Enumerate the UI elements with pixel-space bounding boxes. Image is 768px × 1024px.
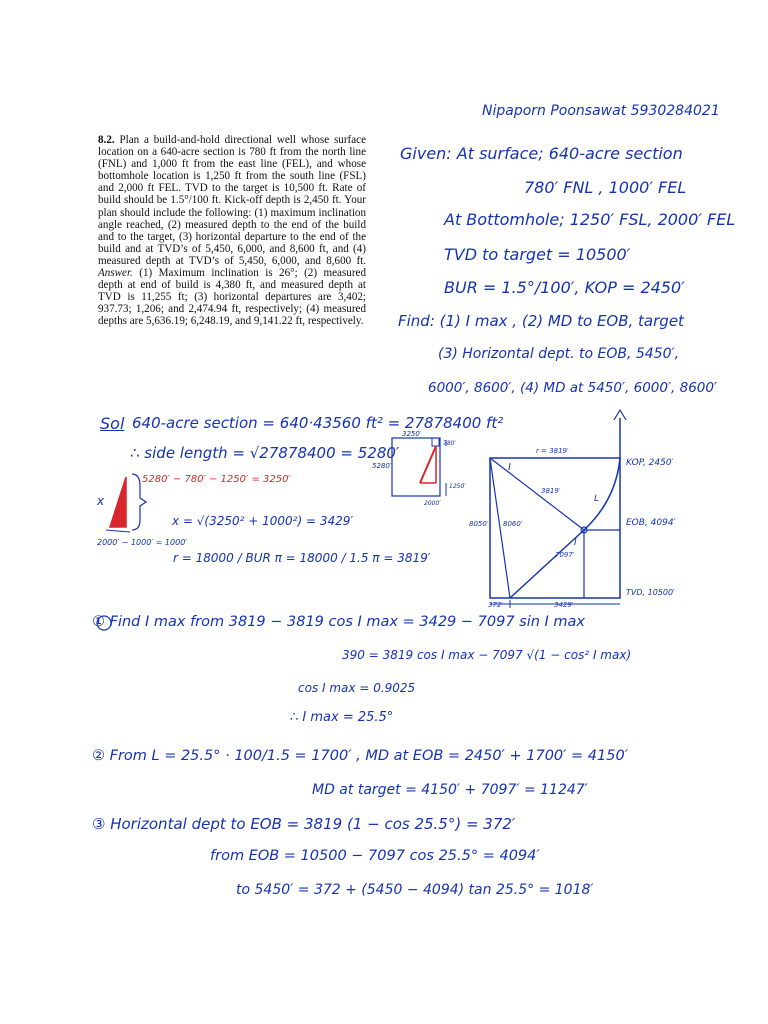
sq-bottom-label: 2000′ bbox=[424, 500, 441, 507]
given-line-3: At Bottomhole; 1250′ FSL, 2000′ FEL bbox=[444, 210, 736, 229]
answer-label: Answer. bbox=[98, 267, 133, 280]
hold-length-label: 7097′ bbox=[555, 551, 575, 559]
find-line-3: 6000′, 8600′, (4) MD at 5450′, 6000′, 8600′ bbox=[428, 380, 718, 396]
chord-line bbox=[490, 458, 510, 598]
step1-line-3: cos I max = 0.9025 bbox=[298, 681, 416, 695]
x-label: x bbox=[97, 494, 105, 508]
sq-right-label: 1250′ bbox=[449, 483, 466, 490]
triangle-base-mark bbox=[106, 530, 130, 532]
r-calc: r = 18000 / BUR π = 18000 / 1.5 π = 3819′ bbox=[173, 551, 431, 565]
step1-line-2: 390 = 3819 cos I max − 7097 √(1 − cos² I max) bbox=[342, 648, 632, 662]
depth-8060-label: 8060′ bbox=[503, 520, 523, 528]
profile-frame bbox=[490, 458, 620, 598]
given-line-4: TVD to target = 10500′ bbox=[444, 245, 631, 264]
hold-line bbox=[510, 530, 584, 598]
depth-8050-label: 8050′ bbox=[469, 520, 489, 528]
step1-line-1: ① Find I max from 3819 − 3819 cos I max = 3429 − 7097 sin I max bbox=[92, 614, 586, 630]
author-name: Nipaporn Poonsawat 5930284021 bbox=[482, 103, 720, 119]
side-length-line: ∴ side length = √27878400 = 5280′ bbox=[130, 444, 400, 462]
given-line-1: Given: At surface; 640-acre section bbox=[400, 144, 683, 163]
h-372-label: 372′ bbox=[488, 601, 503, 609]
tvd-label: TVD, 10500′ bbox=[626, 588, 675, 597]
brace-mark bbox=[132, 474, 146, 530]
x-calc: x = √(3250² + 1000²) = 3429′ bbox=[172, 514, 354, 528]
sq-topright-label: 780′ bbox=[443, 440, 456, 447]
surface-marker bbox=[432, 438, 439, 446]
answer-text: (1) Maximum inclination is 26°; (2) measured depth at end of build is 4,380 ft, and measured depth at TVD is 11,255 ft; (3) horizontal departures are 3,402; 937.73; 1,206; and 2,474.94 ft, respectively; (4) measured depths are 5,636.19; 6,248.19, and 9,141.22 ft, respectively. bbox=[98, 267, 366, 328]
arc-label: L bbox=[594, 494, 600, 504]
step3-line-3: to 5450′ = 372 + (5450 − 4094) tan 25.5° = 1018′ bbox=[236, 882, 594, 898]
step2-line-1: ② From L = 25.5° · 100/1.5 = 1700′ , MD at EOB = 2450′ + 1700′ = 4150′ bbox=[92, 748, 629, 764]
find-line-1: Find: (1) I max , (2) MD to EOB, target bbox=[398, 312, 684, 330]
step1-line-4: ∴ I max = 25.5° bbox=[290, 710, 394, 725]
step3-line-2: from EOB = 10500 − 7097 cos 25.5° = 4094′ bbox=[210, 848, 540, 864]
section-square bbox=[392, 438, 440, 496]
problem-number: 8.2. bbox=[98, 134, 115, 146]
sol-label: Sol bbox=[100, 414, 125, 433]
red-triangle bbox=[110, 477, 126, 527]
kop-label: KOP, 2450′ bbox=[626, 458, 674, 468]
eob-label: EOB, 4094′ bbox=[626, 518, 676, 528]
red-diagonal bbox=[420, 446, 436, 483]
given-line-5: BUR = 1.5°/100′, KOP = 2450′ bbox=[444, 278, 685, 297]
r-label: r = 3819′ bbox=[536, 447, 569, 455]
sq-top-label: 3250′ bbox=[402, 430, 422, 438]
given-line-2: 780′ FNL , 1000′ FEL bbox=[524, 178, 687, 197]
h-3429-label: 3429′ bbox=[554, 601, 574, 609]
inclination-label-2: I bbox=[574, 538, 577, 548]
build-arc bbox=[584, 458, 620, 530]
radius-length-label: 3819′ bbox=[541, 487, 561, 495]
find-line-2: (3) Horizontal dept. to EOB, 5450′, bbox=[438, 346, 680, 362]
area-line: 640-acre section = 640·43560 ft² = 27878400 ft² bbox=[132, 414, 504, 432]
step3-line-1: ③ Horizontal dept to EOB = 3819 (1 − cos 25.5°) = 372′ bbox=[92, 815, 516, 833]
step2-line-2: MD at target = 4150′ + 7097′ = 11247′ bbox=[312, 782, 588, 798]
red-bottom-calc: 2000′ − 1000′ = 1000′ bbox=[97, 538, 188, 547]
sq-side-label: 5280′ bbox=[372, 462, 392, 470]
red-calc: 5280′ − 780′ − 1250′ = 3250′ bbox=[142, 474, 291, 485]
problem-body: Plan a build-and-hold directional well whose surface location on a 640-acre section is 780 ft from the north line (FNL) and 1,000 ft from the east line (FEL), and whose bottomhole location is 1,250 ft from the south line (FSL) and 2,000 ft FEL. TVD to the target is 10,500 ft. Rate of build should be 1.5°/100 ft. Kick-off depth is 2,450 ft. Your plan should include the following: (1) maximum inclination angle reached, (2) measured depth to the end of the build and to the target, (3) horizontal departure to the end of the build and at TVD’s of 5,450, 6,000, and 8,600 ft, and (4) measured depth at TVD’s of 5,450, 6,000, and 8,600 ft. bbox=[98, 134, 366, 267]
inclination-label: I bbox=[508, 462, 511, 473]
